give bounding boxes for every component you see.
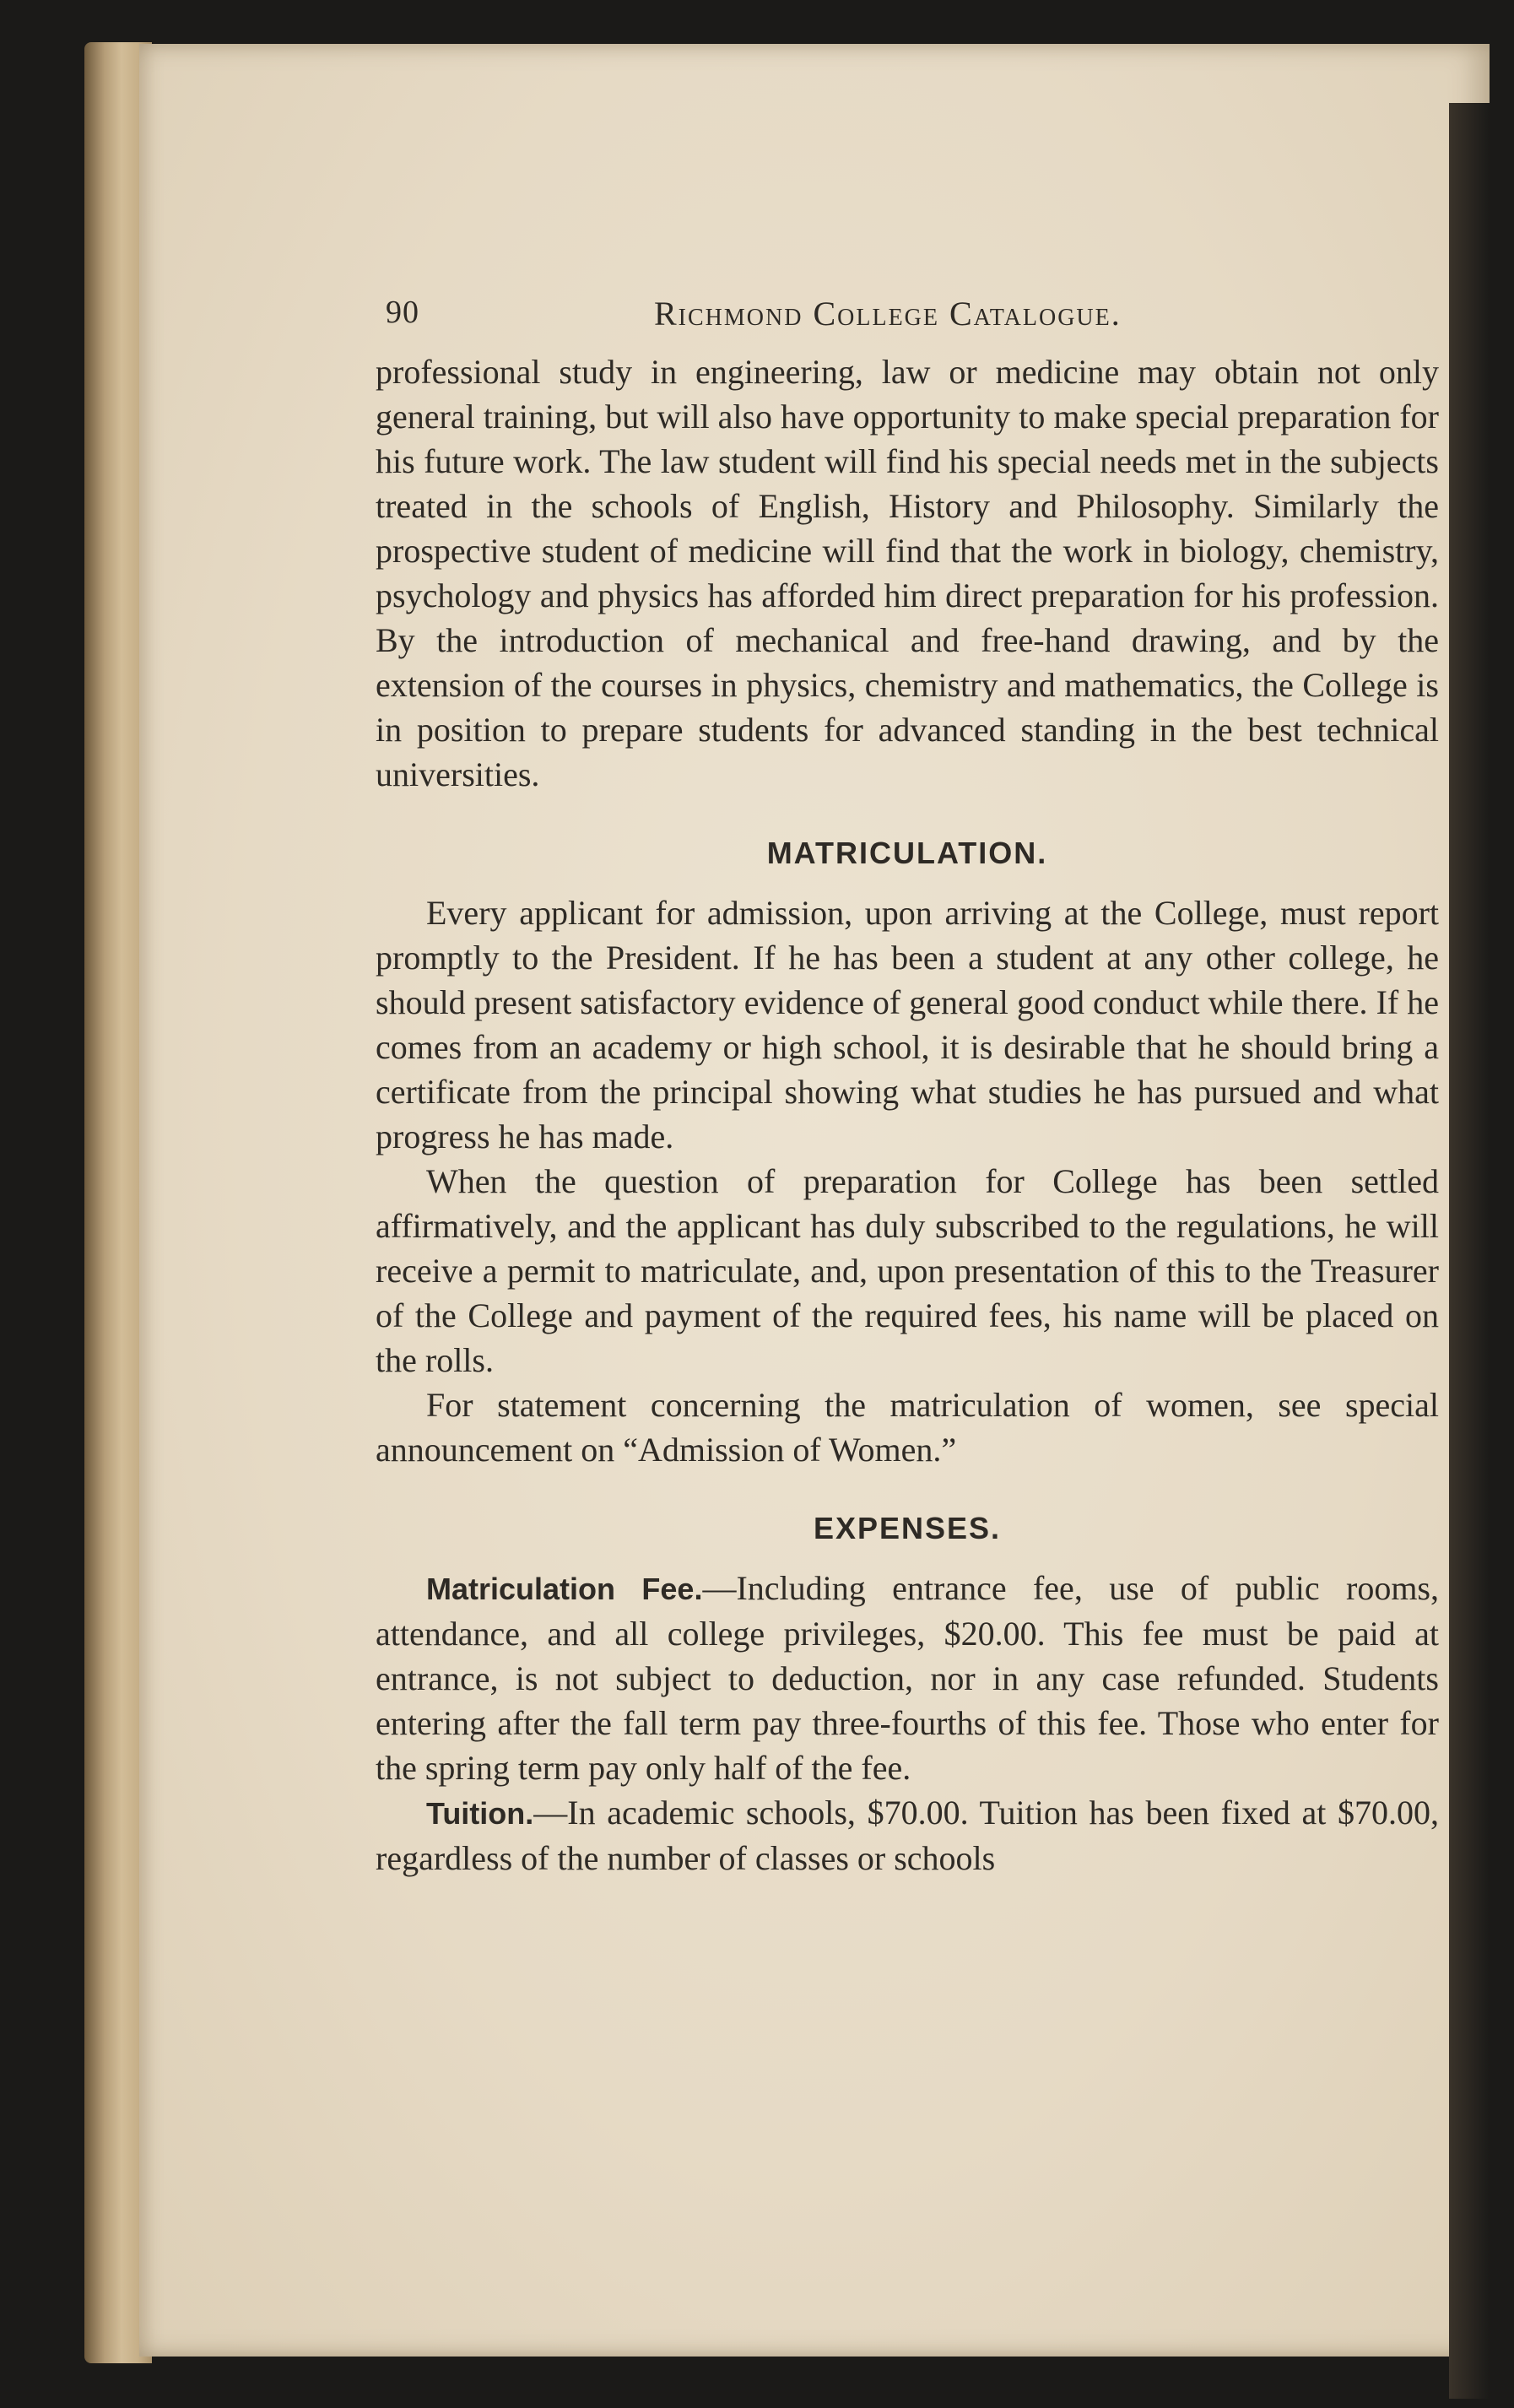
matriculation-heading: MATRICULATION. [766,836,1048,870]
page-gutter-shadow [1449,103,1490,2399]
matriculation-paragraph-1: Every applicant for admission, upon arriving at the College, must report promptly to the President. If he has been a student at any other college, he should present satisfactory evidence of general good conduct while there. If he comes from an academy or high school, it is desirable that he should bring a certificate from the principal showing what studies he has pursued and what progress he has made. [376,894,1439,1155]
running-head [376,279,1439,338]
matriculation-fee-text: —Including entrance fee, use of public rooms, attendance, and all college privileges, $20.00. This fee must be paid at entrance, is not subject to deduction, nor in any case refunded. Students entering after the fall term pay three-fourths of this fee. Those who enter for the spring term pay only half of the fee. [376,1569,1439,1787]
matriculation-fee-label: Matriculation Fee. [426,1572,703,1606]
tuition-paragraph [376,1790,1439,1880]
tuition-text: —In academic schools, $70.00. Tuition has been fixed at $70.00, regardless of the number of classes or schools [376,1794,1439,1877]
body-text [376,349,1439,1880]
page-content [376,279,1439,1880]
running-title: Richmond College Catalogue. [654,295,1122,333]
matriculation-paragraph-3: For statement concerning the matriculation of women, see special announcement on “Admission of Women.” [376,1386,1439,1469]
matriculation-fee-paragraph [376,1566,1439,1790]
page-number: 90 [386,295,419,330]
expenses-heading: EXPENSES. [813,1511,1002,1545]
matriculation-paragraph-2: When the question of preparation for College has been settled affirmatively, and the applicant has duly subscribed to the regulations, he will receive a permit to matriculate, and, upon presentation of this to the Treasurer of the College and payment of the required fees, his name will be placed on the rolls. [376,1162,1439,1379]
tuition-label: Tuition. [426,1796,534,1831]
intro-paragraph: professional study in engineering, law or medicine may obtain not only general training, but will also have opportunity to make special preparation for his future work. The law student will find his special needs met in the subjects treated in the schools of English, History and Philosophy. Similarly the prospective student of medicine will find that the work in biology, chemistry, psychology and physics has afforded him direct preparation for his profession. By the introduction of mechanical and free-hand drawing, and by the extension of the courses in physics, chemistry and mathematics, the College is in position to prepare students for advanced standing in the best technical universities. [376,353,1439,793]
